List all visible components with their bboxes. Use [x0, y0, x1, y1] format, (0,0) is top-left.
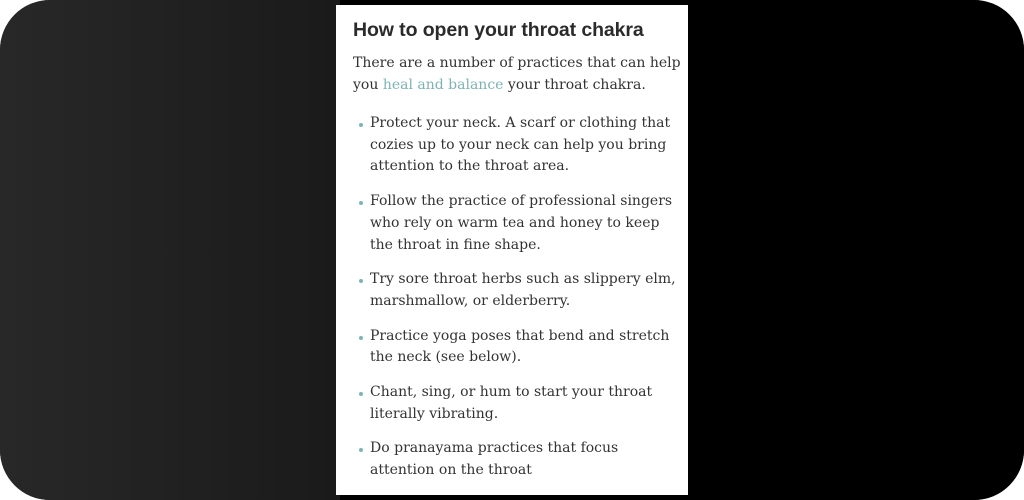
bullet-icon [359, 201, 363, 205]
list-item-text: Chant, sing, or hum to start your throat literally vibrating. [370, 384, 653, 422]
list-item-text: Practice yoga poses that bend and stretch the neck (see below). [370, 327, 670, 366]
list-item [353, 191, 683, 256]
list-item [353, 269, 683, 312]
bullet-icon [359, 123, 363, 127]
bullet-icon [359, 392, 363, 396]
intro-text-end: your throat chakra. [503, 77, 646, 93]
list-item-text: Protect your neck. A scarf or clothing that cozies up to your neck can help you bring attention to the throat area. [370, 115, 671, 175]
intro-paragraph [353, 52, 683, 96]
bullet-icon [359, 448, 363, 452]
article-heading: How to open your throat chakra [353, 19, 644, 41]
list-item [353, 326, 683, 369]
left-backdrop [0, 0, 340, 500]
right-backdrop [688, 0, 1024, 500]
bullet-icon [359, 279, 363, 283]
list-item [353, 382, 683, 425]
heal-and-balance-link[interactable]: heal and balance [382, 77, 504, 93]
list-item [353, 113, 683, 178]
list-item-text: Do pranayama practices that focus attention on the throat [370, 440, 619, 479]
practice-list [353, 113, 683, 495]
bullet-icon [359, 336, 363, 340]
article-panel [336, 5, 688, 495]
intro-text: There are a number of practices that can help you [353, 55, 681, 93]
list-item-text: Follow the practice of professional singers who rely on warm tea and honey to keep the throat in fine shape. [370, 193, 673, 253]
list-item [353, 438, 683, 481]
list-item-text: Try sore throat herbs such as slippery elm, marshmallow, or elderberry. [370, 271, 676, 309]
